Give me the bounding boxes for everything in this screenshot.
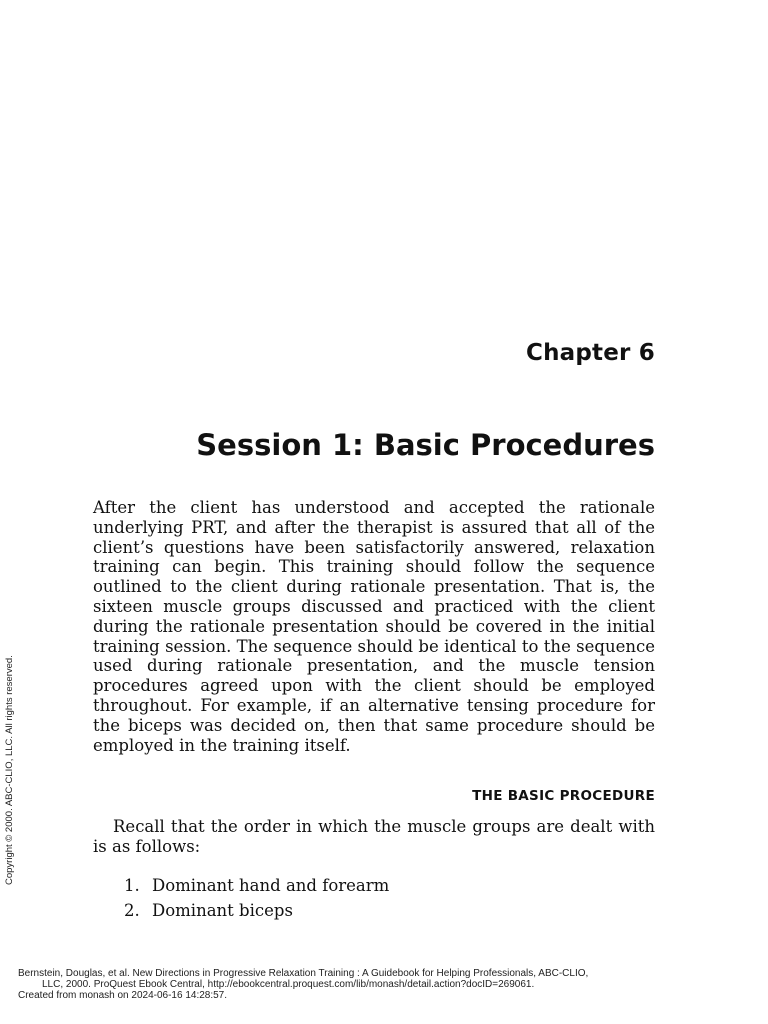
citation-footer (18, 968, 588, 1001)
footer-line-3: Created from monash on 2024-06-16 14:28:57. (18, 990, 228, 1001)
list-item (124, 898, 389, 923)
recall-paragraph: Recall that the order in which the muscle groups are dealt with is as follows: (93, 817, 655, 856)
intro-paragraph: After the client has understood and accepted the rationale underlying PRT, and after the therapist is assured that all of the client’s questions have been satisfactorily answered, relaxation training can begin. This training should follow the sequence outlined to the client during rationale presentation. That is, the sixteen muscle groups discussed and practiced with the client during the rationale presentation should be covered in the initial training session. The sequence should be identical to the sequence used during rationale presentation, and the muscle tension procedures agreed upon with the client should be employed throughout. For example, if an alternative tensing procedure for the biceps was decided on, then that same procedure should be employed in the training itself. (93, 498, 655, 755)
chapter-label: Chapter 6 (526, 340, 655, 366)
footer-line-2: LLC, 2000. ProQuest Ebook Central, http://ebookcentral.proquest.com/lib/monash/detail.action?docID=269061. (42, 979, 535, 990)
muscle-group-list (124, 873, 389, 923)
footer-line-1: Bernstein, Douglas, et al. New Directions in Progressive Relaxation Training : A Guidebook for Helping Professionals, ABC-CLIO, (18, 968, 589, 979)
side-copyright-notice: Copyright © 2000. ABC-CLIO, LLC. All rights reserved. (4, 655, 15, 885)
list-item-number: 1. (124, 876, 140, 895)
list-item-number: 2. (124, 901, 140, 920)
list-item (124, 873, 389, 898)
list-item-text: Dominant hand and forearm (152, 876, 390, 895)
chapter-title: Session 1: Basic Procedures (196, 428, 655, 462)
section-heading: THE BASIC PROCEDURE (472, 788, 655, 804)
list-item-text: Dominant biceps (152, 901, 293, 920)
